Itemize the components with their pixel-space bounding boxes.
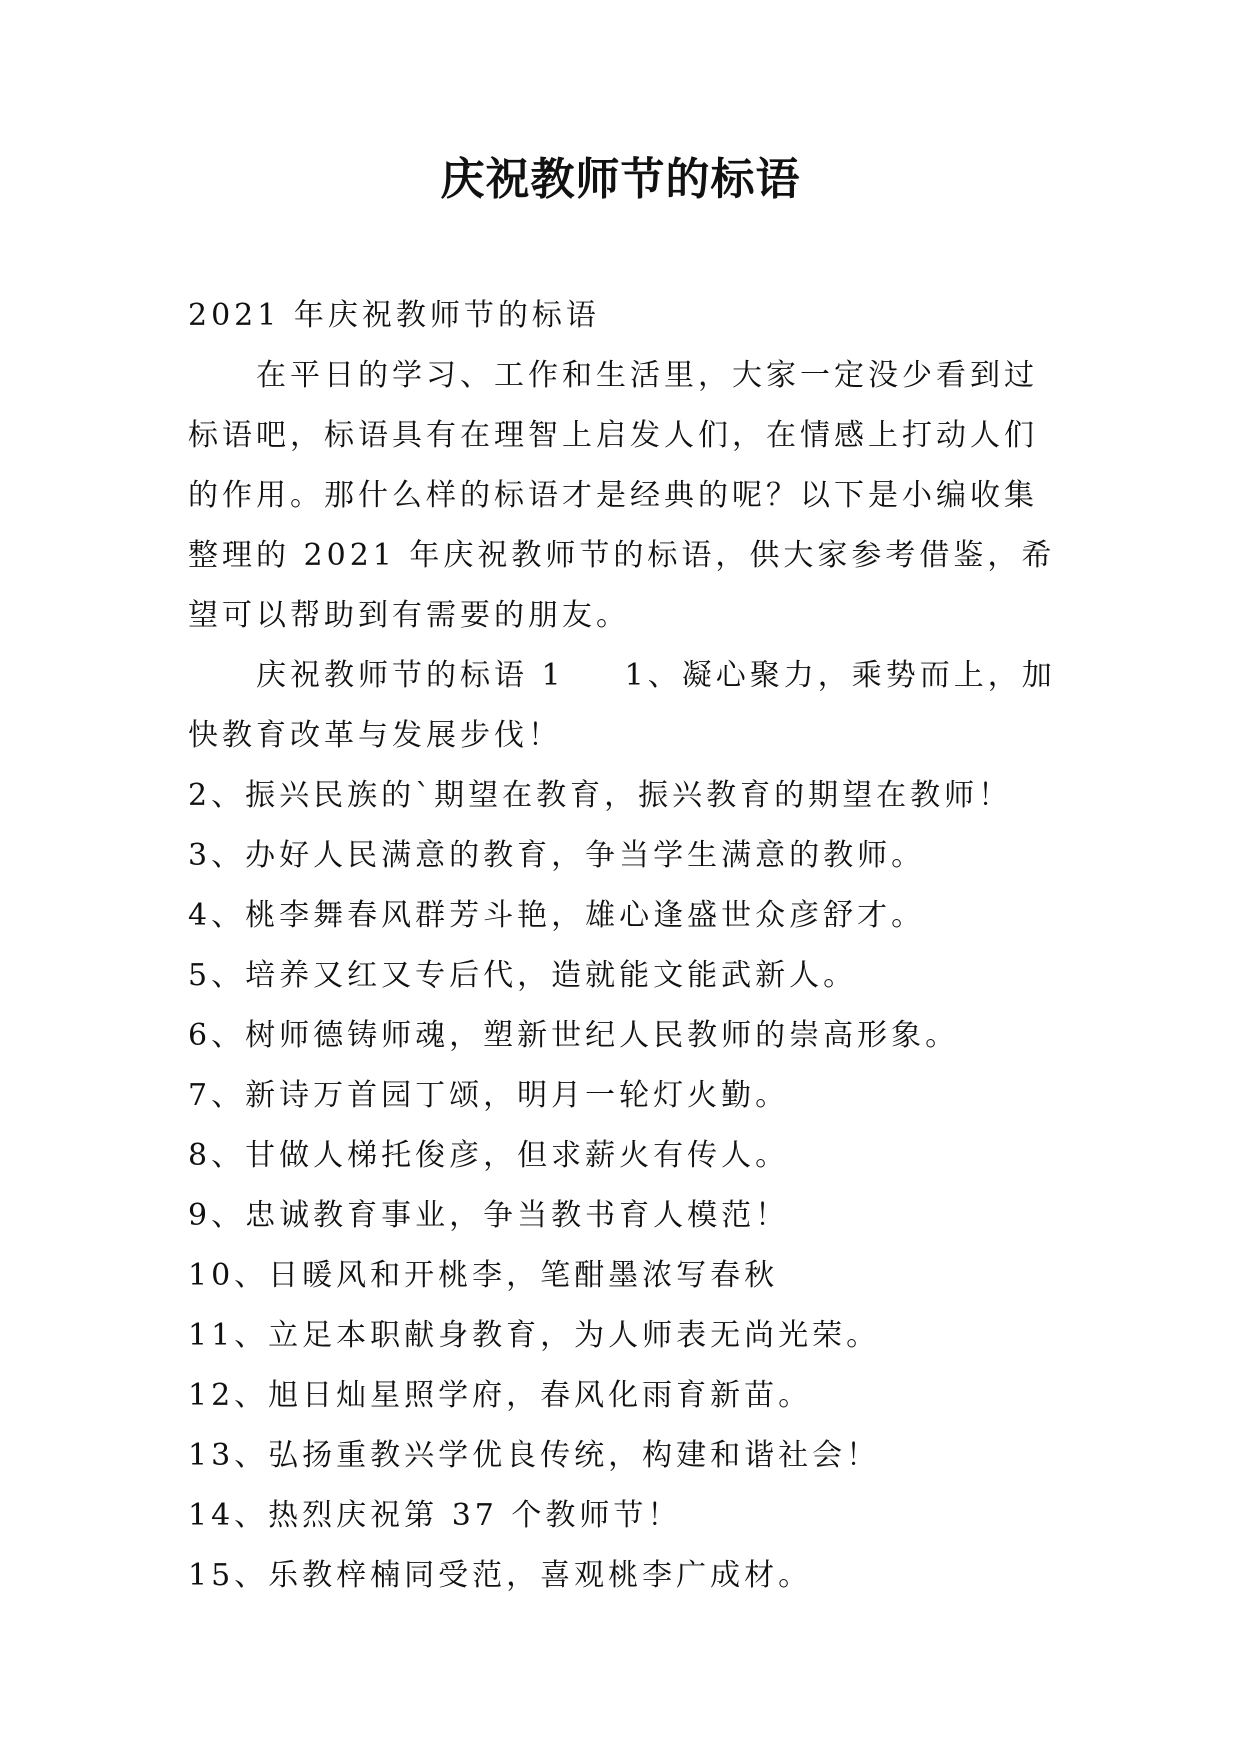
slogan-item: 12、旭日灿星照学府，春风化雨育新苗。: [188, 1378, 813, 1413]
slogan-item: 14、热烈庆祝第 37 个教师节！: [188, 1498, 682, 1533]
slogan-item: 10、日暖风和开桃李，笔酣墨浓写春秋: [188, 1258, 779, 1293]
slogan-item: 13、弘扬重教兴学优良传统，构建和谐社会！: [188, 1438, 881, 1473]
slogan-item: 11、立足本职献身教育，为人师表无尚光荣。: [188, 1318, 881, 1353]
first-slogan: 1、凝心聚力，乘势而上，加快教育改革与发展步伐！: [188, 658, 1056, 753]
intro-paragraph: 在平日的学习、工作和生活里，大家一定没少看到过标语吧，标语具有在理智上启发人们，在情感上打动人们的作用。那什么样的标语才是经典的呢？以下是小编收集整理的 2021 年庆祝教师节的标语，供大家参考借鉴，希望可以帮助到有需要的朋友。: [188, 358, 1056, 633]
document-subtitle: 2021 年庆祝教师节的标语: [188, 298, 600, 333]
page-title: 庆祝教师节的标语: [440, 154, 801, 205]
slogan-item: 15、乐教梓楠同受范，喜观桃李广成材。: [188, 1558, 813, 1593]
slogan-item: 9、忠诚教育事业，争当教书育人模范！: [188, 1198, 790, 1233]
slogan-item: 2、振兴民族的`期望在教育，振兴教育的期望在教师！: [188, 778, 1013, 813]
slogan-item: 4、桃李舞春风群芳斗艳，雄心逢盛世众彦舒才。: [188, 898, 926, 933]
slogan-item: 5、培养又红又专后代，造就能文能武新人。: [188, 958, 858, 993]
section-heading: 庆祝教师节的标语 1: [256, 658, 565, 693]
slogan-item: 8、甘做人梯托俊彦，但求薪火有传人。: [188, 1138, 790, 1173]
slogan-item: 7、新诗万首园丁颂，明月一轮灯火勤。: [188, 1078, 790, 1113]
slogan-item: 3、办好人民满意的教育，争当学生满意的教师。: [188, 838, 926, 873]
section-paragraph: [188, 646, 1056, 766]
slogan-item: 6、树师德铸师魂，塑新世纪人民教师的崇高形象。: [188, 1018, 960, 1053]
document-body: [188, 286, 1056, 1606]
